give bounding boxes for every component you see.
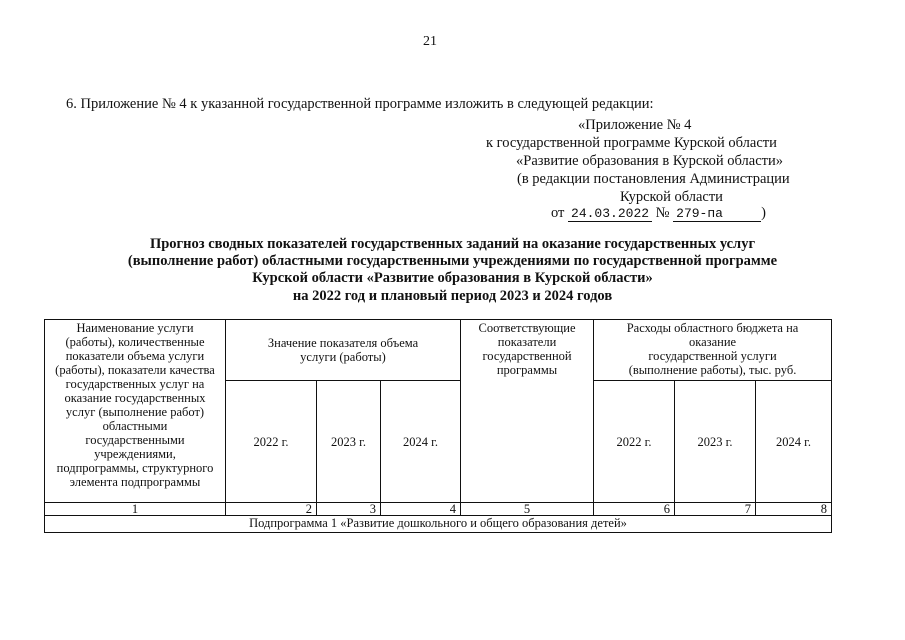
intro-paragraph: 6. Приложение № 4 к указанной государственной программе изложить в следующей редакции: (66, 96, 654, 112)
budget-expenses-header: Расходы областного бюджета на оказание государственной услуги (выполнение работы), тыс. руб. (594, 320, 832, 381)
heading-line-2: (выполнение работ) областными государственными учреждениями по государственной программе (127, 253, 778, 269)
close-paren: ) (761, 205, 766, 221)
volume-year-2022: 2022 г. (226, 381, 317, 503)
expense-year-2022: 2022 г. (594, 381, 675, 503)
expense-year-2023: 2023 г. (675, 381, 756, 503)
from-label: от (551, 205, 565, 221)
resolution-date: 24.03.2022 (568, 207, 652, 222)
heading-line-1: Прогноз сводных показателей государственных заданий на оказание государственных услуг (149, 236, 756, 252)
volume-year-2024: 2024 г. (381, 381, 461, 503)
appendix-region-line: Курской области (620, 189, 723, 205)
heading-line-3: Курской области «Развитие образования в Курской области» (252, 270, 653, 286)
number-label: № (655, 205, 670, 221)
appendix-date-line (551, 205, 766, 222)
column-number: 5 (461, 503, 594, 516)
column-numbers-row (45, 503, 832, 516)
resolution-number: 279-па (673, 207, 761, 222)
volume-indicator-header: Значение показателя объема услуги (работы) (226, 320, 461, 381)
column-number: 3 (317, 503, 381, 516)
column-number: 6 (594, 503, 675, 516)
appendix-edition-line: (в редакции постановления Администрации (517, 171, 790, 187)
column-number: 4 (381, 503, 461, 516)
column-number: 1 (45, 503, 226, 516)
column-number: 7 (675, 503, 756, 516)
forecast-table (44, 319, 832, 533)
heading-line-4: на 2022 год и плановый период 2023 и 2024 годов (292, 288, 613, 304)
subprogram-row: Подпрограмма 1 «Развитие дошкольного и общего образования детей» (45, 516, 832, 533)
column-number: 2 (226, 503, 317, 516)
appendix-program-line: к государственной программе Курской области (486, 135, 777, 151)
appendix-program-name: «Развитие образования в Курской области» (516, 153, 784, 169)
volume-year-2023: 2023 г. (317, 381, 381, 503)
service-name-header: Наименование услуги (работы), количественные показатели объема услуги (работы), показатели качества государственных услуг на оказание государственных услуг (выполнение работ) областными государственными учреждениями, подпрограммы, структурного элемента подпрограммы (45, 320, 226, 503)
page-number: 21 (423, 34, 437, 49)
column-number: 8 (756, 503, 832, 516)
appendix-title: «Приложение № 4 (578, 117, 692, 133)
expense-year-2024: 2024 г. (756, 381, 832, 503)
program-indicators-header: Соответствующие показатели государственной программы (461, 320, 594, 503)
